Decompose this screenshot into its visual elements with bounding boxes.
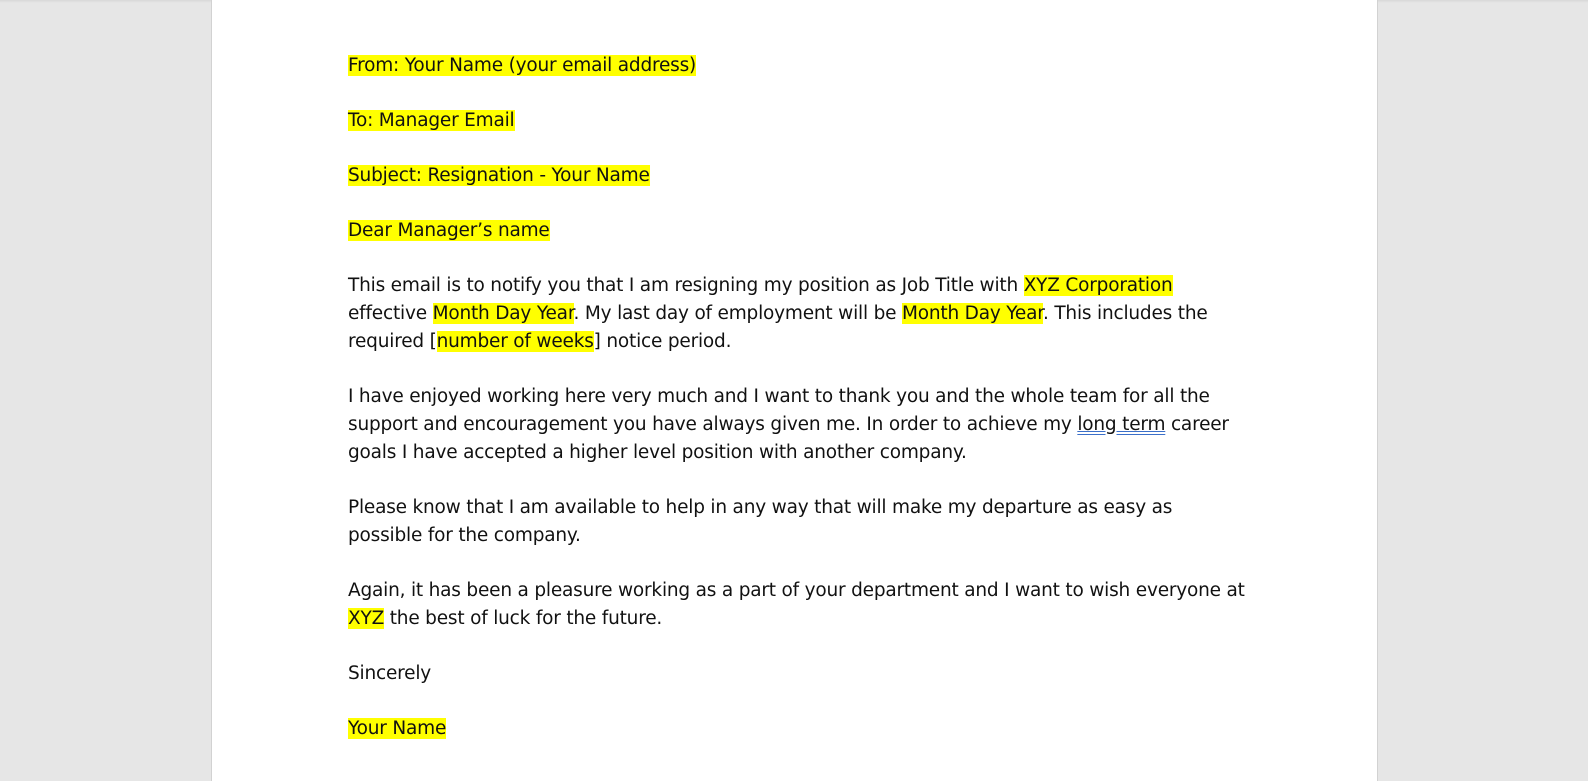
closing-text: Sincerely [348, 663, 432, 684]
effective-date-placeholder: Month Day Year [432, 303, 574, 324]
paragraph-help-text: Please know that I am available to help in any way that will make my departure as easy as possible for the company. [348, 497, 1173, 546]
subject-line-text: Subject: Resignation - Your Name [348, 165, 650, 186]
signature-text: Your Name [348, 718, 447, 739]
paragraph-help [348, 494, 1248, 550]
salutation-text: Dear Manager’s name [348, 220, 550, 241]
paragraph-notice-text-4: . This includes the required [ [348, 303, 1208, 352]
notice-weeks-placeholder: number of weeks [436, 331, 594, 352]
paragraph-notice-text-3: . My last day of employment will be [573, 303, 903, 324]
paragraph-thanks-text-2: career goals I have accepted a higher level position with another company. [348, 414, 1229, 463]
from-line [348, 52, 1248, 80]
paragraph-thanks [348, 383, 1248, 467]
paragraph-notice-text-5: ] notice period. [593, 331, 732, 352]
paragraph-notice [348, 272, 1248, 356]
signature [348, 715, 1248, 743]
paragraph-wishes-text-1: Again, it has been a pleasure working as a part of your department and I want to wish everyone at [348, 580, 1245, 601]
last-day-placeholder: Month Day Year [902, 303, 1043, 324]
paragraph-wishes [348, 577, 1248, 633]
to-line [348, 107, 1248, 135]
salutation [348, 217, 1248, 245]
company-short-placeholder: XYZ [348, 608, 385, 629]
from-line-text: From: Your Name (your email address) [348, 55, 697, 76]
paragraph-notice-text-2: effective [348, 303, 433, 324]
grammar-flagged-text[interactable]: long term [1077, 414, 1166, 435]
to-line-text: To: Manager Email [348, 110, 515, 131]
subject-line [348, 162, 1248, 190]
paragraph-thanks-text-1: I have enjoyed working here very much and I want to thank you and the whole team for all the support and encouragement you have always given me. In order to achieve my [348, 386, 1210, 435]
closing [348, 660, 1248, 688]
paragraph-wishes-text-2: the best of luck for the future. [384, 608, 663, 629]
letter-body[interactable] [348, 52, 1248, 770]
paragraph-notice-text-1: This email is to notify you that I am resigning my position as Job Title with [348, 275, 1024, 296]
company-placeholder: XYZ Corporation [1023, 275, 1173, 296]
